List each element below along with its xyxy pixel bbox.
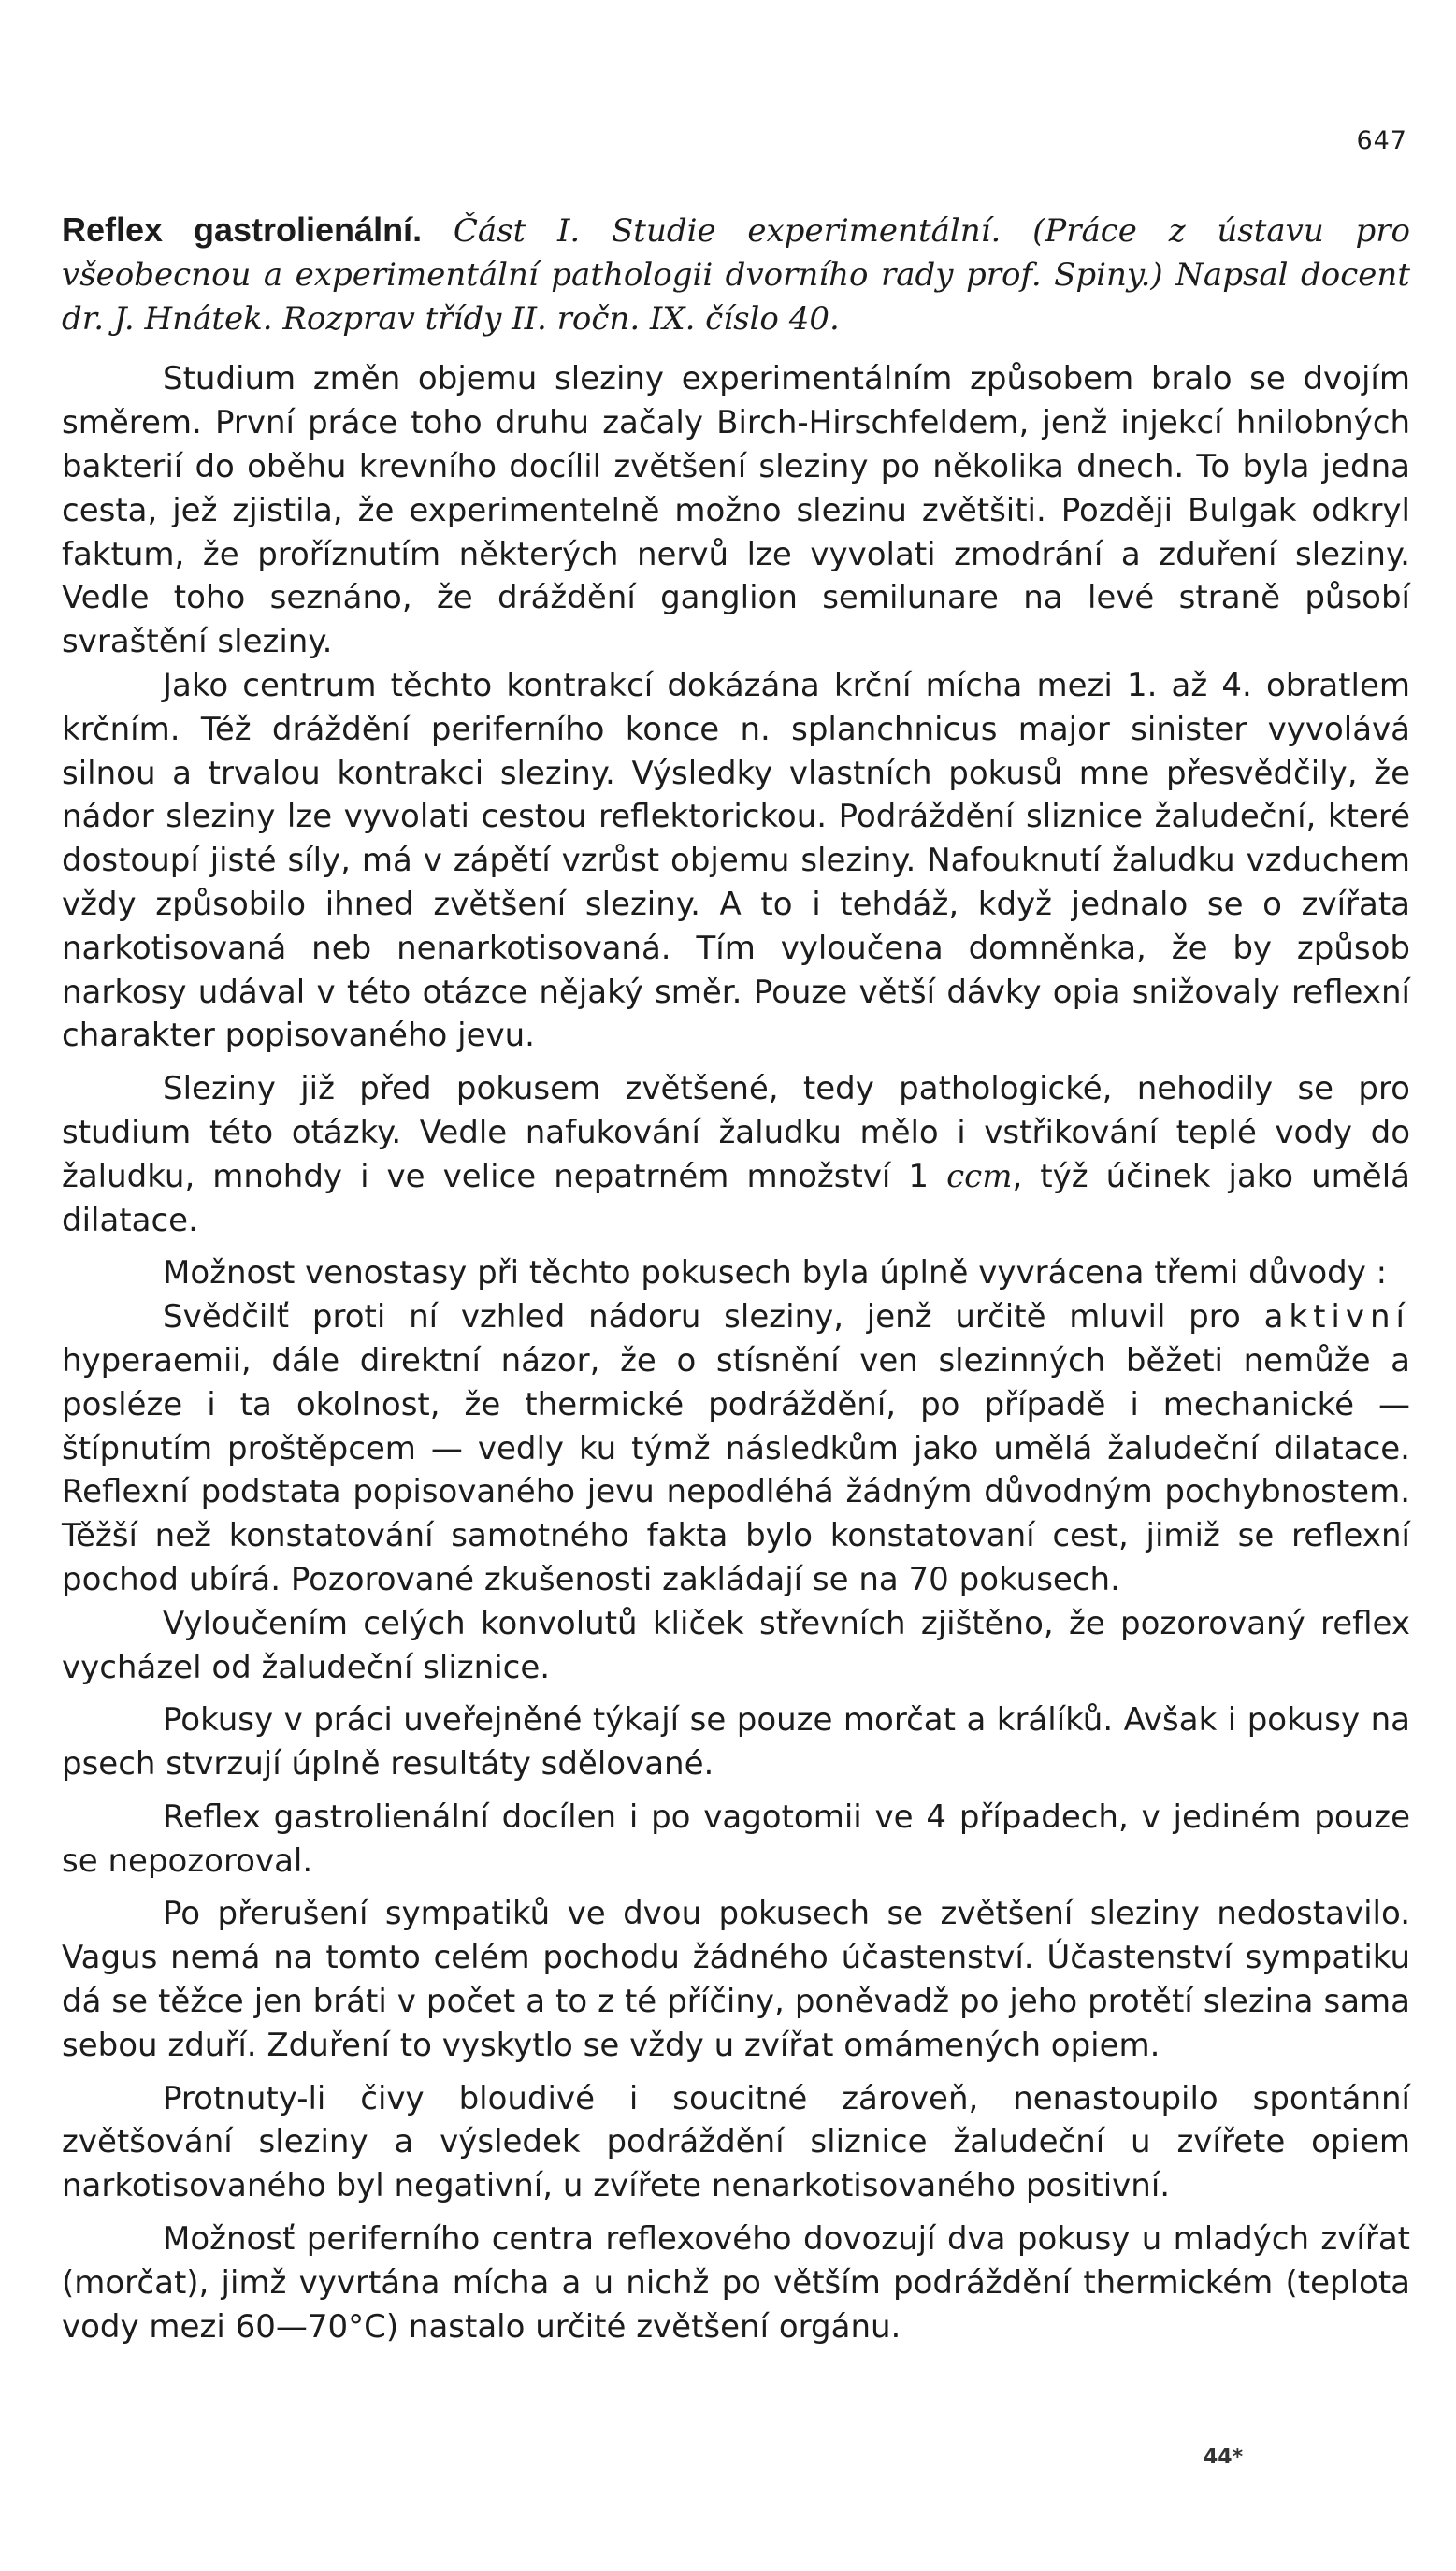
paragraph-5-text-a: Svědčilť proti ní vzhled nádoru sleziny, jenž určitě mluvil pro xyxy=(163,1298,1264,1336)
paragraph-3-unit: ccm xyxy=(946,1157,1013,1195)
paragraph-8: Reflex gastrolienální docílen i po vagotomii ve 4 případech, v jediném pouze se nepozoroval. xyxy=(62,1798,1410,1880)
paragraph-1: Studium změn objemu sleziny experimentálním způsobem bralo se dvojím směrem. První práce toho druhu začaly Birch-Hirschfeldem, jenž injekcí hnilobných bakterií do oběhu krevního docílil zvětšení sleziny po několika dnech. To byla jedna cesta, jež zjistila, že experimentelně možno slezinu zvětšiti. Později Bulgak odkryl faktum, že proříznutím některých nervů lze vyvolati zmodrání a zduření sleziny. Vedle toho seznáno, že dráždění ganglion semilunare na levé straně působí svraštění sleziny. xyxy=(62,360,1410,661)
paragraph-5 xyxy=(62,1295,1410,1602)
paragraph-11: Možnosť periferního centra reflexového dovozují dva pokusy u mladých zvířat (morčat), jimž vyvrtána mícha a u nichž po větším podráždění thermickém (teplota vody mezi 60—70°C) nastalo určité zvětšení orgánu. xyxy=(62,2220,1410,2346)
paragraph-6: Vyloučením celých konvolutů kliček střevních zjištěno, že pozorovaný reflex vycházel od žaludeční sliznice. xyxy=(62,1604,1410,1686)
page-number: 647 xyxy=(1356,126,1407,155)
paragraph-4: Možnost venostasy při těchto pokusech byla úplně vyvrácena třemi důvody : xyxy=(163,1254,1388,1293)
paragraph-9: Po přerušení sympatiků ve dvou pokusech se zvětšení sleziny nedostavilo. Vagus nemá na tomto celém pochodu žádného účastenství. Účastenství sympatiku dá se těžce jen bráti v počet a to z té příčiny, poněvadž po jeho protětí slezina sama sebou zduří. Zduření to vyskytlo se vždy u zvířat omámených opiem. xyxy=(62,1895,1410,2064)
paragraph-10: Protnuty-li čivy bloudivé i soucitné zároveň, nenastoupilo spontánní zvětšování sleziny a výsledek podráždění sliznice žaludeční u zvířete opiem narkotisovaného byl negativní, u zvířete nenarkotisovaného positivní. xyxy=(62,2079,1410,2205)
article-title: Reflex gastrolienální. xyxy=(62,210,423,249)
paragraph-5-text-b: hyperaemii, dále direktní názor, že o stísnění ven slezinných běžeti nemůže a posléze i ta okolnost, že thermické podráždění, po případě i mechanické — štípnutím proštěpcem — vedly ku týmž následkům jako umělá žaludeční dilatace. Reflexní podstata popisovaného jevu nepodléhá žádným důvodným pochybnostem. Těžší než konstatování samotného fakta bylo konstatovaní cest, jimiž se reflexní pochod ubírá. Pozorované zkušenosti zakládají se na 70 pokusech. xyxy=(62,1341,1410,1598)
signature-mark: 44* xyxy=(1204,2446,1244,2469)
paragraph-7: Pokusy v práci uveřejněné týkají se pouze morčat a králíků. Avšak i pokusy na psech stvrzují úplně resultáty sdělované. xyxy=(62,1701,1410,1784)
paragraph-3 xyxy=(62,1067,1410,1242)
paragraph-2: Jako centrum těchto kontrakcí dokázána krční mícha mezi 1. až 4. obratlem krčním. Též dráždění periferního konce n. splanchnicus major sinister vyvolává silnou a trvalou kontrakci sleziny. Výsledky vlastních pokusů mne přesvědčily, že nádor sleziny lze vyvolati cestou reflektorickou. Podráždění sliznice žaludeční, které dostoupí jisté síly, má v zápětí vzrůst objemu sleziny. Nafouknutí žaludku vzduchem vždy způsobilo ihned zvětšení sleziny. A to i tehdáž, když jednalo se o zvířata narkotisovaná neb nenarkotisovaná. Tím vyloučena domněnka, že by způsob narkosy udával v této otázce nějaký směr. Pouze větší dávky opia snižovaly reflexní charakter popisovaného jevu. xyxy=(62,666,1410,1055)
article-body xyxy=(62,209,1410,2348)
paragraph-3-text-b: , týž účinek jako umělá dilatace. xyxy=(62,1157,1410,1239)
article-heading xyxy=(62,209,1410,340)
paragraph-5-emphasis: aktivní xyxy=(1263,1298,1410,1336)
paragraph-3-text-a: Sleziny již před pokusem zvětšené, tedy pathologické, nehodily se pro studium této otázky. Vedle nafukování žaludku mělo i vstřikování teplé vody do žaludku, mnohdy i ve velice nepatrném množství 1 xyxy=(62,1070,1410,1195)
article-subtitle: Část I. Studie experimentální. (Práce z ústavu pro všeobecnou a experimentální pathologii dvorního rady prof. Spiny.) Napsal docent dr. J. Hnátek. Rozprav třídy II. ročn. IX. číslo 40. xyxy=(62,212,1411,338)
